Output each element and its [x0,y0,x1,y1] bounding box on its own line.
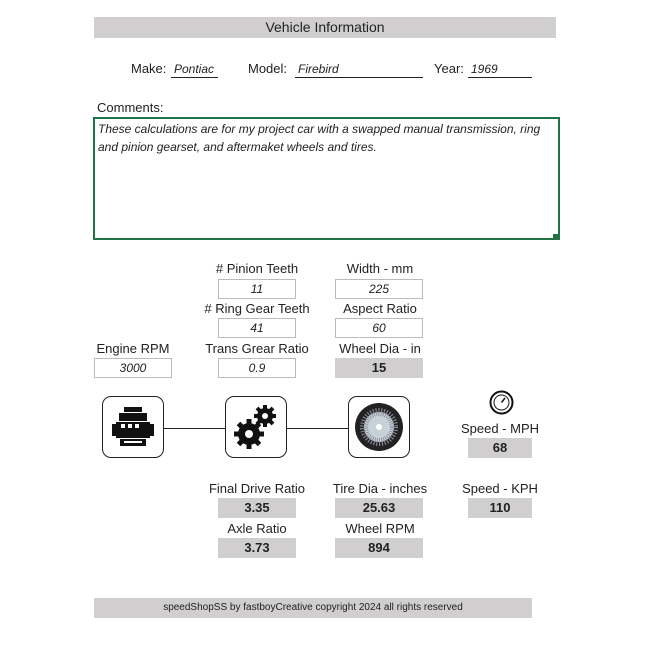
year-label: Year: [434,61,464,76]
wheel-rpm-output: 894 [335,538,423,558]
speedometer-icon [489,390,514,420]
gears-icon [225,396,287,458]
pinion-input[interactable]: 11 [218,279,296,299]
comments-label: Comments: [97,100,164,115]
rpm-input[interactable]: 3000 [94,358,172,378]
comments-field[interactable]: These calculations are for my project car with a swapped manual transmission, ring and pinion gearset, and aftermaket wheels and tires. [93,117,560,240]
final-drive-label: Final Drive Ratio [208,481,306,496]
final-drive-output: 3.35 [218,498,296,518]
tire-icon [348,396,410,458]
aspect-label: Aspect Ratio [343,301,417,316]
ring-label: # Ring Gear Teeth [204,301,310,316]
width-input[interactable]: 225 [335,279,423,299]
kph-label: Speed - KPH [462,481,538,496]
connector-line [164,428,225,429]
width-label: Width - mm [346,261,414,276]
pinion-label: # Pinion Teeth [215,261,299,276]
model-field[interactable]: Firebird [295,61,423,78]
tire-dia-output: 25.63 [335,498,423,518]
axle-ratio-output: 3.73 [218,538,296,558]
make-field[interactable]: Pontiac [171,61,218,78]
ring-input[interactable]: 41 [218,318,296,338]
connector-line [287,428,348,429]
trans-input[interactable]: 0.9 [218,358,296,378]
resize-handle[interactable] [553,234,558,239]
model-label: Model: [248,61,288,76]
footer: speedShopSS by fastboyCreative copyright 2024 all rights reserved [94,598,532,618]
make-label: Make: [131,61,167,76]
mph-label: Speed - MPH [460,421,540,436]
aspect-input[interactable]: 60 [335,318,423,338]
wheel-rpm-label: Wheel RPM [345,521,415,536]
axle-ratio-label: Axle Ratio [227,521,287,536]
trans-label: Trans Grear Ratio [205,341,309,356]
rpm-label: Engine RPM [96,341,170,356]
tire-dia-label: Tire Dia - inches [332,481,428,496]
kph-output: 110 [468,498,532,518]
engine-icon [102,396,164,458]
section-header: Vehicle Information [94,17,556,38]
mph-output: 68 [468,438,532,458]
year-field[interactable]: 1969 [468,61,532,78]
wheel-input[interactable]: 15 [335,358,423,378]
wheel-label: Wheel Dia - in [339,341,421,356]
